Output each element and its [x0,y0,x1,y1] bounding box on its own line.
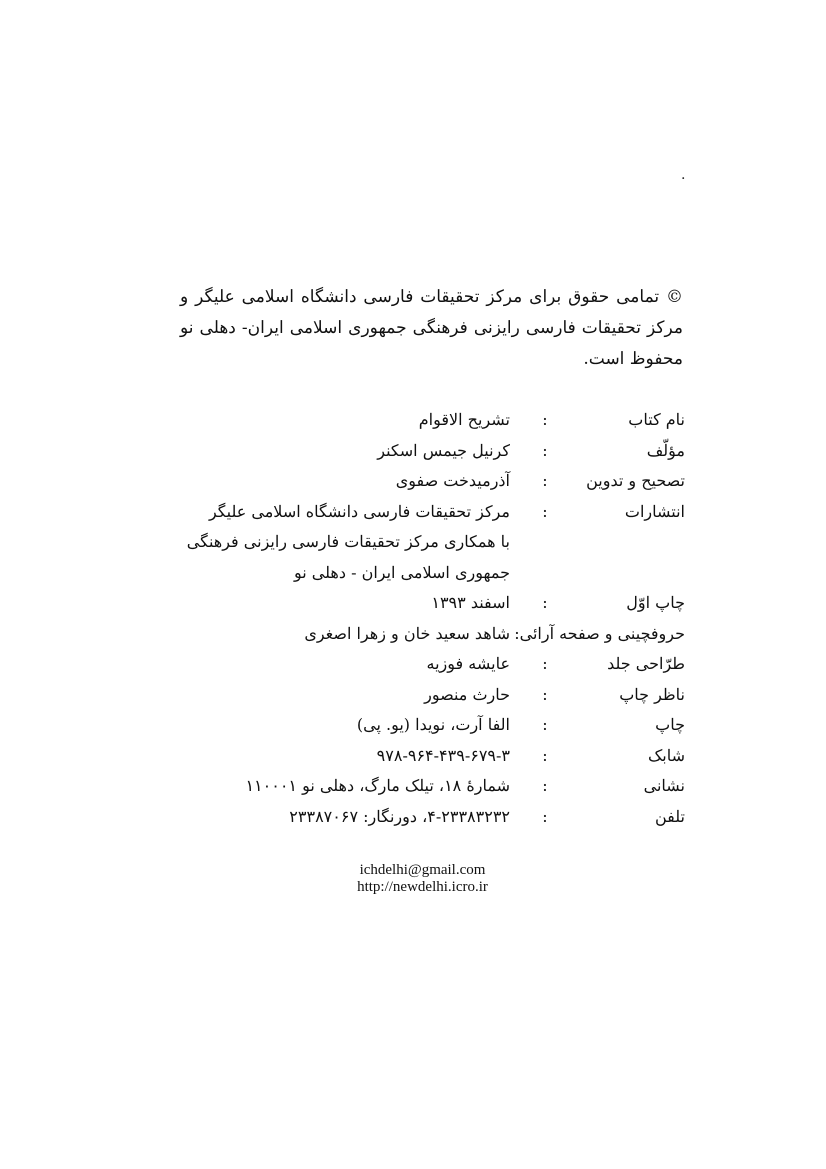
detail-value-line: مرکز تحقیقات فارسی دانشگاه اسلامی علیگر [208,501,510,521]
detail-label: نام کتاب [628,410,685,429]
detail-colon: : [542,806,548,826]
detail-label: شابک [647,745,685,765]
contact-website[interactable]: http://newdelhi.icro.ir [357,879,488,895]
detail-label: چاپ اوّل [626,593,685,612]
contact-info [300,862,545,896]
detail-row [170,710,685,741]
detail-colon: : [542,471,548,490]
detail-label: ناظر چاپ [619,684,685,704]
page-mark: . [681,167,686,183]
detail-label: انتشارات [624,501,685,521]
detail-colon: : [542,776,548,795]
detail-label: تصحیح و تدوین [586,471,685,490]
detail-row [170,588,685,619]
book-details [170,405,685,832]
detail-label: مؤلّف [646,440,685,460]
detail-colon: : [542,410,548,429]
detail-value [170,405,510,436]
detail-value-line: شمارهٔ ۱۸، تیلک مارگ، دهلی نو ۱۱۰۰۰۱ [245,776,510,795]
detail-value-line: عایشه فوزیه [426,654,510,673]
detail-row [170,619,685,650]
detail-value [170,771,510,802]
detail-value-line: ۹۷۸-۹۶۴-۴۳۹-۶۷۹-۳ [376,745,510,765]
detail-value-line: جمهوری اسلامی ایران - دهلی نو [293,562,510,582]
detail-colon: : [542,684,548,704]
detail-label: طرّاحی جلد [607,654,685,673]
detail-row [170,680,685,711]
detail-value [170,588,510,619]
detail-value-line: تشریح الاقوام [418,410,510,429]
detail-value-line: با همکاری مرکز تحقیقات فارسی رایزنی فرهنگی [186,532,510,551]
detail-value-line: آذرمیدخت صفوی [395,471,510,490]
detail-value [170,497,510,589]
detail-value [170,649,510,680]
detail-label: چاپ [655,715,685,734]
copyright-notice: © تمامی حقوق برای مرکز تحقیقات فارسی دانشگاه اسلامی علیگر و مرکز تحقیقات فارسی رایزنی فرهنگی جمهوری اسلامی ایران- دهلی نو محفوظ است. [180,287,683,369]
detail-value [170,802,510,833]
detail-row [170,436,685,467]
detail-colon: : [542,440,548,460]
detail-colon: : [542,593,548,612]
detail-value-line: الفا آرت، نویدا (یو. پی) [356,715,510,734]
detail-colon: : [542,745,548,765]
detail-label: حروفچینی و صفحه آرائی: [514,623,685,643]
detail-row [170,771,685,802]
detail-label: نشانی [643,776,685,795]
detail-value-line: کرنیل جیمس اسکنر [377,440,510,460]
detail-value [170,436,510,467]
detail-colon [510,619,580,650]
detail-value-line: ۴-۲۳۳۸۳۲۳۲، دورنگار: ۲۳۳۸۷۰۶۷ [289,806,510,826]
detail-colon: : [542,654,548,673]
detail-value-line: اسفند ۱۳۹۳ [431,593,510,612]
detail-colon: : [542,501,548,521]
detail-value [170,466,510,497]
detail-row [170,466,685,497]
detail-row [170,649,685,680]
detail-value [170,741,510,772]
detail-value-line: شاهد سعید خان و زهرا اصغری [304,623,510,643]
detail-row [170,741,685,772]
detail-value [170,710,510,741]
detail-value-line: حارث منصور [424,684,510,704]
detail-label: تلفن [654,806,685,826]
detail-row [170,405,685,436]
detail-value [170,680,510,711]
detail-value [170,619,510,650]
detail-row [170,497,685,589]
detail-colon: : [542,715,548,734]
detail-row [170,802,685,833]
contact-email[interactable]: ichdelhi@gmail.com [359,862,486,878]
